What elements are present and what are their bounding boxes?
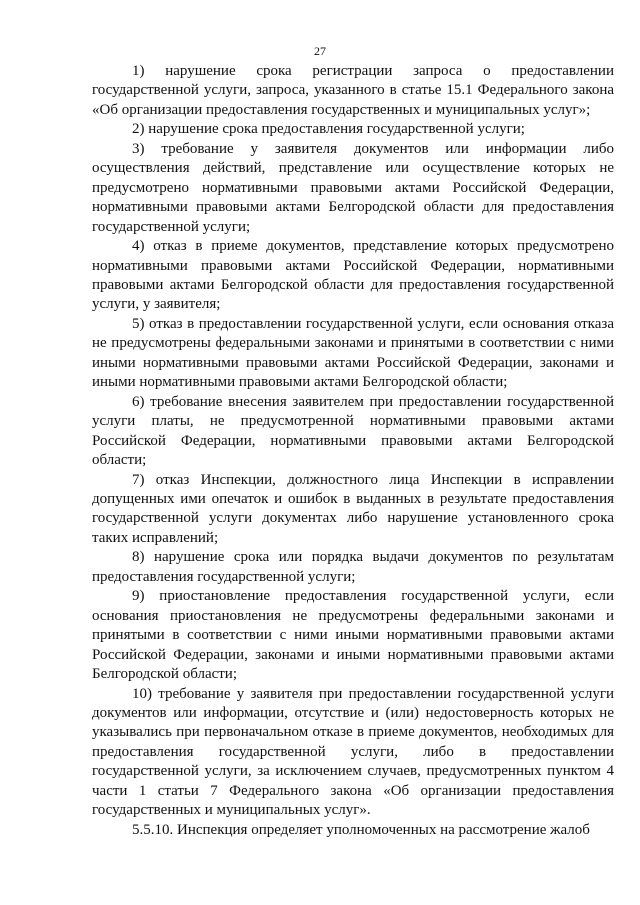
paragraph-item-6: 6) требование внесения заявителем при предоставлении государственной услуги платы, не предусмотренной нормативными правовыми актами Российской Федерации, нормативными правовыми актами Белгородской области; bbox=[92, 393, 614, 469]
paragraph-item-8: 8) нарушение срока или порядка выдачи документов по результатам предоставления государственной услуги; bbox=[92, 549, 614, 585]
document-body bbox=[92, 62, 614, 840]
paragraph-item-9: 9) приостановление предоставления государственной услуги, если основания приостановления не предусмотрены федеральными законами и принятыми в соответствии с ними иными нормативными правовыми актами Российской Федерации, законами и иными нормативными правовыми актами Белгородской области; bbox=[92, 588, 614, 683]
page-number: 27 bbox=[314, 44, 326, 58]
paragraph-item-1: 1) нарушение срока регистрации запроса о предоставлении государственной услуги, запроса, указанного в статье 15.1 Федерального закона «Об организации предоставления государственных и муниципальных услуг»; bbox=[92, 63, 614, 118]
paragraph-item-7: 7) отказ Инспекции, должностного лица Инспекции в исправлении допущенных ими опечаток и ошибок в выданных в результате предоставления государственной услуги документах либо нарушение установленного срока таких исправлений; bbox=[92, 471, 614, 546]
paragraph-item-4: 4) отказ в приеме документов, представление которых предусмотрено нормативными правовыми актами Российской Федерации, нормативными правовыми актами Белгородской области для предоставления государственной услуги, у заявителя; bbox=[92, 238, 614, 313]
paragraph-item-3: 3) требование у заявителя документов или информации либо осуществления действий, представление или осуществление которых не предусмотрено нормативными правовыми актами Российской Федерации, нормативными правовыми актами Белгородской области для предоставления государственной услуги; bbox=[92, 140, 614, 235]
paragraph-item-10: 10) требование у заявителя при предоставлении государственной услуги документов или информации, отсутствие и (или) недостоверность которых не указывались при первоначальном отказе в приеме документов, необходимых для предоставления государственной услуги, либо в предоставлении государственной услуги, за исключением случаев, предусмотренных пунктом 4 части 1 статьи 7 Федерального закона «Об организации предоставления государственных и муниципальных услуг». bbox=[92, 685, 614, 819]
paragraph-item-2: 2) нарушение срока предоставления государственной услуги; bbox=[132, 121, 525, 138]
paragraph-item-5: 5) отказ в предоставлении государственной услуги, если основания отказа не предусмотрены федеральными законами и принятыми в соответствии с ними иными нормативными правовыми актами Российской Федерации, законами и иными нормативными правовыми актами Белгородской области; bbox=[92, 315, 614, 391]
paragraph-section-5-5-10: 5.5.10. Инспекция определяет уполномоченных на рассмотрение жалоб bbox=[132, 821, 590, 838]
